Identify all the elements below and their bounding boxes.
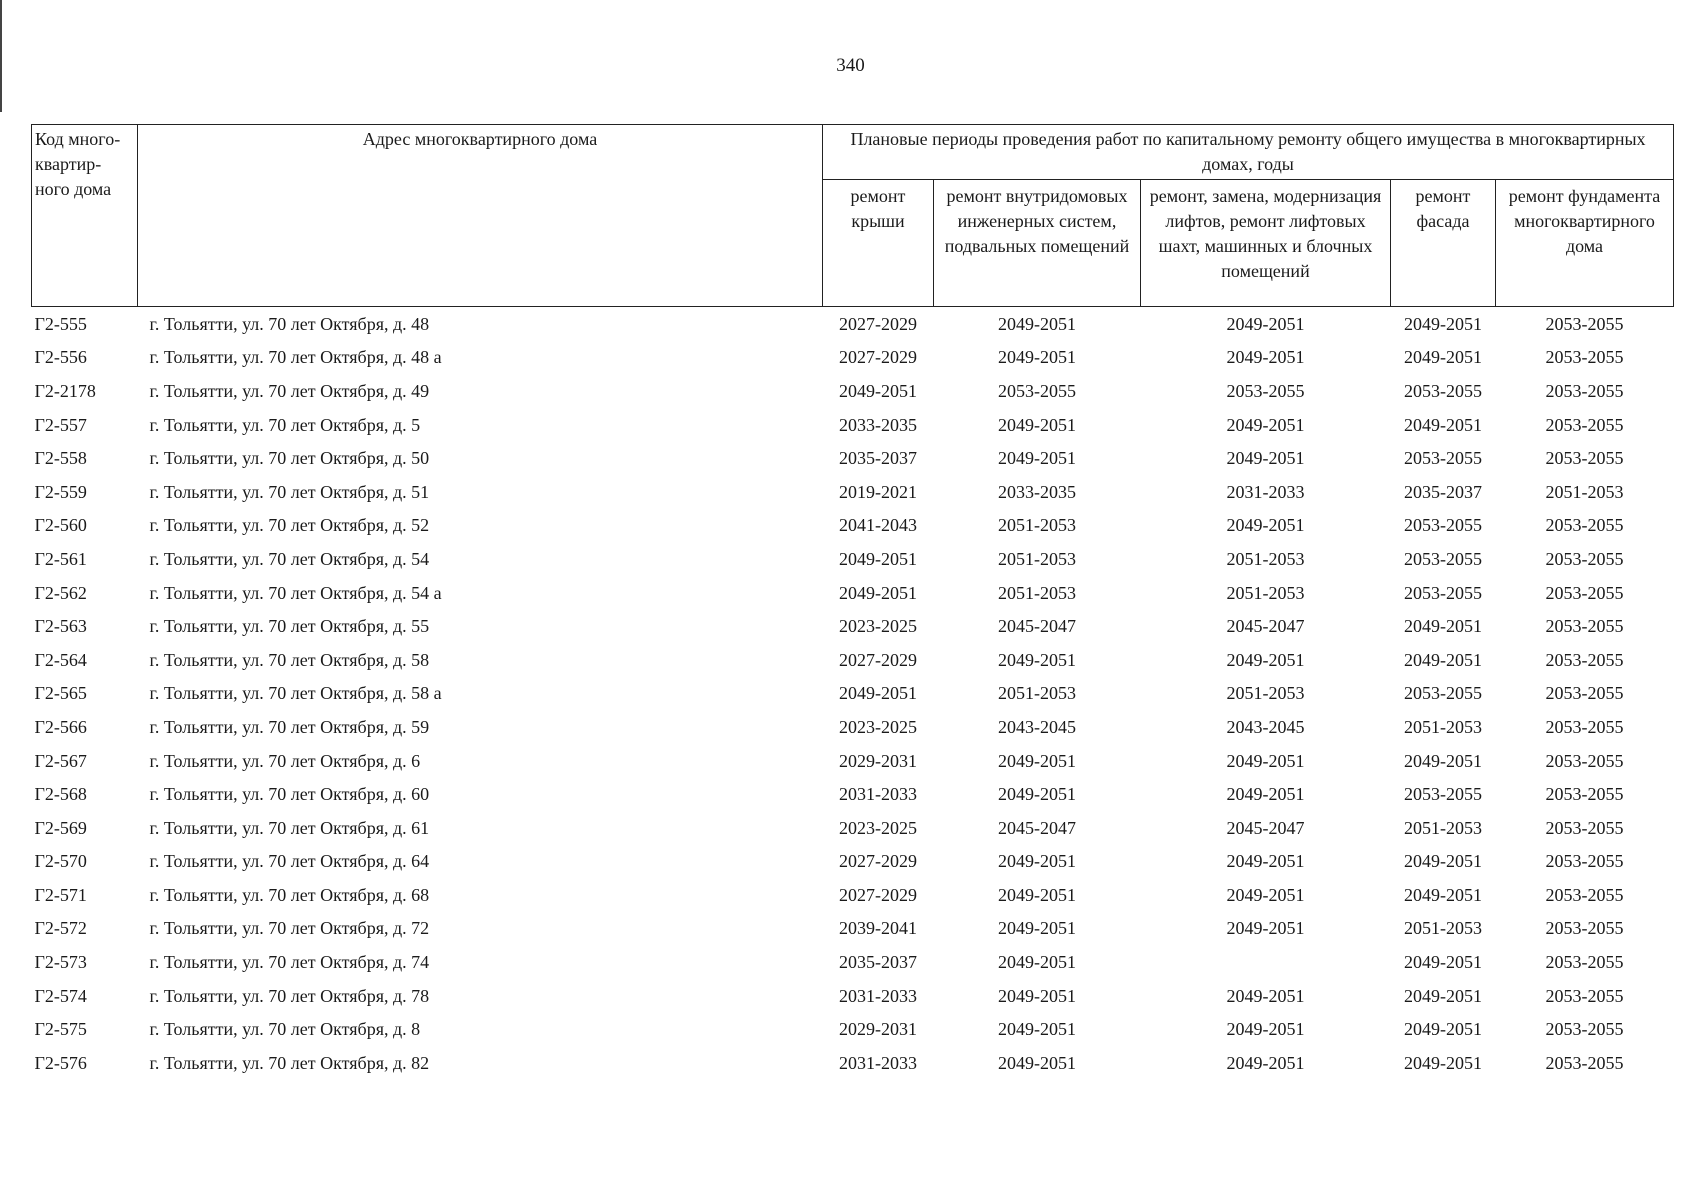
cell-foundation-period: 2053-2055: [1545, 649, 1624, 670]
cell-elevator-period: 2049-2051: [1226, 918, 1305, 939]
cell-elevator-period: 2051-2053: [1226, 548, 1305, 569]
cell-roof-period: 2049-2051: [839, 380, 917, 401]
header-engineering-systems-repair: ремонт внутридомовых инженерных систем, подвальных помещений: [934, 180, 1141, 307]
cell-foundation-period: 2053-2055: [1545, 414, 1624, 435]
cell-address: г. Тольятти, ул. 70 лет Октября, д. 6: [149, 750, 421, 771]
header-building-code: Код много-квартир-ного дома: [32, 125, 138, 307]
cell-foundation-period: 2053-2055: [1545, 582, 1624, 603]
cell-address: г. Тольятти, ул. 70 лет Октября, д. 74: [149, 952, 430, 973]
cell-engineering-period: 2045-2047: [998, 817, 1076, 838]
cell-facade-period: 2049-2051: [1404, 347, 1482, 368]
table-row: [32, 341, 1674, 375]
cell-roof-period: 2031-2033: [839, 1052, 917, 1073]
cell-engineering-period: 2051-2053: [998, 683, 1076, 704]
cell-elevator-period: [1141, 945, 1391, 979]
cell-engineering-period: 2049-2051: [998, 851, 1076, 872]
cell-foundation-period: 2053-2055: [1545, 716, 1624, 737]
cell-elevator-period: 2051-2053: [1226, 582, 1305, 603]
cell-address: г. Тольятти, ул. 70 лет Октября, д. 59: [149, 716, 430, 737]
cell-engineering-period: 2053-2055: [998, 380, 1076, 401]
cell-elevator-period: 2049-2051: [1226, 414, 1305, 435]
cell-engineering-period: 2049-2051: [998, 918, 1076, 939]
cell-address: г. Тольятти, ул. 70 лет Октября, д. 48 а: [149, 347, 442, 368]
cell-building-code: Г2-567: [34, 750, 87, 771]
cell-facade-period: 2053-2055: [1404, 448, 1482, 469]
table-row: [32, 811, 1674, 845]
table-row: [32, 441, 1674, 475]
cell-address: г. Тольятти, ул. 70 лет Октября, д. 5: [149, 414, 421, 435]
cell-engineering-period: 2049-2051: [998, 448, 1076, 469]
cell-foundation-period: 2053-2055: [1545, 952, 1624, 973]
cell-address: г. Тольятти, ул. 70 лет Октября, д. 50: [149, 448, 430, 469]
table-row: [32, 945, 1674, 979]
cell-building-code: Г2-560: [34, 515, 87, 536]
cell-elevator-period: 2045-2047: [1226, 616, 1305, 637]
cell-foundation-period: 2053-2055: [1545, 616, 1624, 637]
cell-engineering-period: 2051-2053: [998, 515, 1076, 536]
cell-elevator-period: 2045-2047: [1226, 817, 1305, 838]
cell-elevator-period: 2049-2051: [1226, 985, 1305, 1006]
cell-roof-period: 2031-2033: [839, 985, 917, 1006]
table-row: [32, 509, 1674, 543]
cell-roof-period: 2031-2033: [839, 784, 917, 805]
cell-elevator-period: 2049-2051: [1226, 884, 1305, 905]
cell-roof-period: 2049-2051: [839, 548, 917, 569]
cell-facade-period: 2051-2053: [1404, 716, 1482, 737]
cell-address: г. Тольятти, ул. 70 лет Октября, д. 60: [149, 784, 430, 805]
cell-building-code: Г2-2178: [34, 380, 96, 401]
cell-engineering-period: 2049-2051: [998, 884, 1076, 905]
page-number: 340: [836, 55, 865, 76]
cell-address: г. Тольятти, ул. 70 лет Октября, д. 49: [149, 380, 430, 401]
cell-roof-period: 2029-2031: [839, 750, 917, 771]
cell-roof-period: 2019-2021: [839, 481, 917, 502]
table-row: [32, 744, 1674, 778]
cell-elevator-period: 2049-2051: [1226, 515, 1305, 536]
cell-address: г. Тольятти, ул. 70 лет Октября, д. 64: [149, 851, 430, 872]
cell-address: г. Тольятти, ул. 70 лет Октября, д. 58: [149, 649, 430, 670]
header-facade-repair: ремонт фасада: [1391, 180, 1496, 307]
cell-building-code: Г2-566: [34, 716, 87, 737]
cell-building-code: Г2-562: [34, 582, 87, 603]
cell-roof-period: 2035-2037: [839, 448, 917, 469]
cell-roof-period: 2049-2051: [839, 582, 917, 603]
cell-foundation-period: 2053-2055: [1545, 683, 1624, 704]
table-row: [32, 542, 1674, 576]
cell-facade-period: 2051-2053: [1404, 918, 1482, 939]
capital-repair-table-container: [31, 124, 1673, 1080]
header-planned-periods: Плановые периоды проведения работ по капитальному ремонту общего имущества в многоквартирных домах, годы: [823, 125, 1674, 180]
cell-elevator-period: 2031-2033: [1226, 481, 1305, 502]
cell-building-code: Г2-558: [34, 448, 87, 469]
cell-foundation-period: 2051-2053: [1545, 481, 1624, 502]
cell-facade-period: 2053-2055: [1404, 515, 1482, 536]
table-row: [32, 710, 1674, 744]
cell-facade-period: 2035-2037: [1404, 481, 1482, 502]
cell-address: г. Тольятти, ул. 70 лет Октября, д. 52: [149, 515, 430, 536]
cell-building-code: Г2-565: [34, 683, 87, 704]
table-row: [32, 307, 1674, 341]
cell-engineering-period: 2043-2045: [998, 716, 1076, 737]
cell-facade-period: 2053-2055: [1404, 548, 1482, 569]
cell-facade-period: 2053-2055: [1404, 380, 1482, 401]
cell-foundation-period: 2053-2055: [1545, 380, 1624, 401]
cell-foundation-period: 2053-2055: [1545, 1052, 1624, 1073]
cell-roof-period: 2027-2029: [839, 347, 917, 368]
cell-facade-period: 2049-2051: [1404, 884, 1482, 905]
cell-elevator-period: 2053-2055: [1226, 380, 1305, 401]
table-row: [32, 609, 1674, 643]
table-row: [32, 475, 1674, 509]
cell-facade-period: 2049-2051: [1404, 649, 1482, 670]
cell-facade-period: 2049-2051: [1404, 1052, 1482, 1073]
table-row: [32, 408, 1674, 442]
cell-roof-period: 2027-2029: [839, 313, 917, 334]
cell-building-code: Г2-556: [34, 347, 87, 368]
cell-roof-period: 2029-2031: [839, 1019, 917, 1040]
cell-engineering-period: 2045-2047: [998, 616, 1076, 637]
cell-address: г. Тольятти, ул. 70 лет Октября, д. 8: [149, 1019, 421, 1040]
cell-foundation-period: 2053-2055: [1545, 313, 1624, 334]
cell-engineering-period: 2049-2051: [998, 750, 1076, 771]
table-body: [32, 307, 1674, 1080]
cell-roof-period: 2035-2037: [839, 952, 917, 973]
cell-engineering-period: 2049-2051: [998, 347, 1076, 368]
cell-elevator-period: 2049-2051: [1226, 649, 1305, 670]
cell-building-code: Г2-570: [34, 851, 87, 872]
cell-foundation-period: 2053-2055: [1545, 884, 1624, 905]
cell-facade-period: 2049-2051: [1404, 952, 1482, 973]
cell-engineering-period: 2033-2035: [998, 481, 1076, 502]
cell-facade-period: 2053-2055: [1404, 582, 1482, 603]
cell-engineering-period: 2049-2051: [998, 985, 1076, 1006]
cell-roof-period: 2041-2043: [839, 515, 917, 536]
cell-roof-period: 2023-2025: [839, 716, 917, 737]
cell-facade-period: 2049-2051: [1404, 985, 1482, 1006]
table-row: [32, 576, 1674, 610]
cell-facade-period: 2049-2051: [1404, 851, 1482, 872]
cell-address: г. Тольятти, ул. 70 лет Октября, д. 78: [149, 985, 430, 1006]
cell-building-code: Г2-568: [34, 784, 87, 805]
cell-building-code: Г2-561: [34, 548, 87, 569]
cell-roof-period: 2027-2029: [839, 851, 917, 872]
header-elevator-repair: ремонт, замена, модернизация лифтов, ремонт лифтовых шахт, машинных и блочных помещений: [1141, 180, 1391, 307]
cell-foundation-period: 2053-2055: [1545, 784, 1624, 805]
header-foundation-repair: ремонт фундамента многоквартирного дома: [1496, 180, 1674, 307]
cell-foundation-period: 2053-2055: [1545, 1019, 1624, 1040]
cell-engineering-period: 2049-2051: [998, 784, 1076, 805]
table-row: [32, 1012, 1674, 1046]
table-row: [32, 643, 1674, 677]
cell-facade-period: 2049-2051: [1404, 616, 1482, 637]
table-header: [32, 125, 1674, 307]
header-address: Адрес многоквартирного дома: [138, 125, 823, 307]
cell-address: г. Тольятти, ул. 70 лет Октября, д. 55: [149, 616, 430, 637]
cell-foundation-period: 2053-2055: [1545, 985, 1624, 1006]
header-roof-repair: ремонт крыши: [823, 180, 934, 307]
cell-elevator-period: 2049-2051: [1226, 1052, 1305, 1073]
cell-foundation-period: 2053-2055: [1545, 918, 1624, 939]
table-row: [32, 878, 1674, 912]
cell-foundation-period: 2053-2055: [1545, 515, 1624, 536]
cell-elevator-period: 2049-2051: [1226, 313, 1305, 334]
cell-building-code: Г2-571: [34, 884, 87, 905]
cell-roof-period: 2039-2041: [839, 918, 917, 939]
cell-engineering-period: 2049-2051: [998, 313, 1076, 334]
cell-building-code: Г2-574: [34, 985, 87, 1006]
table-row: [32, 1046, 1674, 1080]
cell-building-code: Г2-557: [34, 414, 87, 435]
cell-building-code: Г2-572: [34, 918, 87, 939]
cell-building-code: Г2-563: [34, 616, 87, 637]
cell-engineering-period: 2049-2051: [998, 952, 1076, 973]
cell-roof-period: 2027-2029: [839, 649, 917, 670]
cell-roof-period: 2033-2035: [839, 414, 917, 435]
cell-foundation-period: 2053-2055: [1545, 750, 1624, 771]
cell-engineering-period: 2049-2051: [998, 414, 1076, 435]
cell-foundation-period: 2053-2055: [1545, 347, 1624, 368]
cell-elevator-period: 2043-2045: [1226, 716, 1305, 737]
table-row: [32, 374, 1674, 408]
cell-elevator-period: 2049-2051: [1226, 784, 1305, 805]
cell-engineering-period: 2049-2051: [998, 649, 1076, 670]
cell-address: г. Тольятти, ул. 70 лет Октября, д. 58 а: [149, 683, 442, 704]
cell-roof-period: 2023-2025: [839, 817, 917, 838]
cell-facade-period: 2051-2053: [1404, 817, 1482, 838]
cell-address: г. Тольятти, ул. 70 лет Октября, д. 82: [149, 1052, 430, 1073]
cell-elevator-period: 2049-2051: [1226, 750, 1305, 771]
cell-facade-period: 2049-2051: [1404, 750, 1482, 771]
cell-address: г. Тольятти, ул. 70 лет Октября, д. 68: [149, 884, 430, 905]
cell-engineering-period: 2051-2053: [998, 582, 1076, 603]
cell-address: г. Тольятти, ул. 70 лет Октября, д. 54: [149, 548, 430, 569]
table-row: [32, 777, 1674, 811]
cell-elevator-period: 2049-2051: [1226, 1019, 1305, 1040]
cell-address: г. Тольятти, ул. 70 лет Октября, д. 48: [149, 313, 430, 334]
cell-facade-period: 2053-2055: [1404, 683, 1482, 704]
cell-elevator-period: 2049-2051: [1226, 347, 1305, 368]
table-row: [32, 979, 1674, 1013]
cell-building-code: Г2-564: [34, 649, 87, 670]
cell-building-code: Г2-573: [34, 952, 87, 973]
cell-address: г. Тольятти, ул. 70 лет Октября, д. 72: [149, 918, 430, 939]
cell-roof-period: 2023-2025: [839, 616, 917, 637]
cell-building-code: Г2-575: [34, 1019, 87, 1040]
cell-elevator-period: 2051-2053: [1226, 683, 1305, 704]
capital-repair-table: [31, 124, 1674, 1080]
cell-roof-period: 2049-2051: [839, 683, 917, 704]
cell-foundation-period: 2053-2055: [1545, 448, 1624, 469]
cell-address: г. Тольятти, ул. 70 лет Октября, д. 61: [149, 817, 430, 838]
cell-engineering-period: 2051-2053: [998, 548, 1076, 569]
cell-building-code: Г2-559: [34, 481, 87, 502]
cell-foundation-period: 2053-2055: [1545, 817, 1624, 838]
cell-elevator-period: 2049-2051: [1226, 448, 1305, 469]
cell-facade-period: 2049-2051: [1404, 1019, 1482, 1040]
table-row: [32, 677, 1674, 711]
cell-foundation-period: 2053-2055: [1545, 851, 1624, 872]
cell-elevator-period: 2049-2051: [1226, 851, 1305, 872]
cell-address: г. Тольятти, ул. 70 лет Октября, д. 54 а: [149, 582, 442, 603]
table-row: [32, 845, 1674, 879]
cell-address: г. Тольятти, ул. 70 лет Октября, д. 51: [149, 481, 430, 502]
table-row: [32, 912, 1674, 946]
cell-engineering-period: 2049-2051: [998, 1019, 1076, 1040]
cell-engineering-period: 2049-2051: [998, 1052, 1076, 1073]
cell-facade-period: 2049-2051: [1404, 414, 1482, 435]
cell-building-code: Г2-555: [34, 313, 87, 334]
cell-foundation-period: 2053-2055: [1545, 548, 1624, 569]
cell-roof-period: 2027-2029: [839, 884, 917, 905]
cell-facade-period: 2049-2051: [1404, 313, 1482, 334]
cell-building-code: Г2-576: [34, 1052, 87, 1073]
cell-facade-period: 2053-2055: [1404, 784, 1482, 805]
cell-building-code: Г2-569: [34, 817, 87, 838]
